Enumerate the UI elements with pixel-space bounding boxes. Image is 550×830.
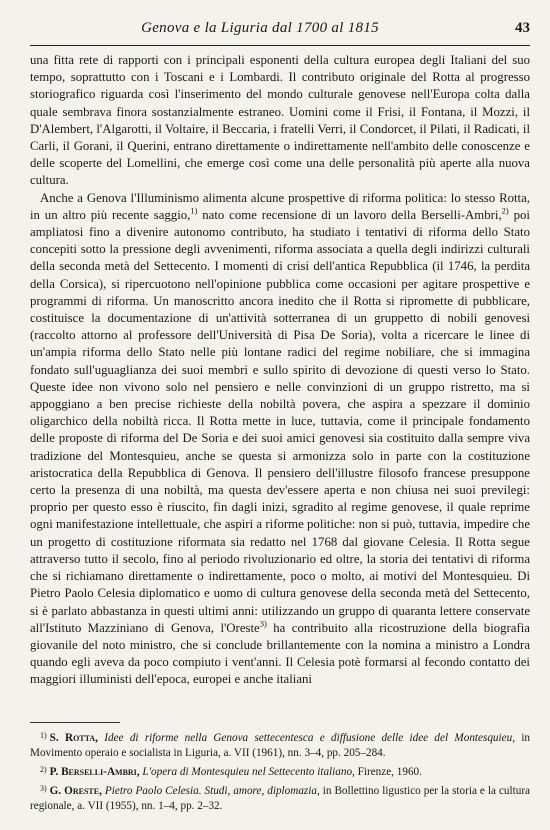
footnote-title: Idee di riforme nella Genova settecentesca e diffusione delle idee del Montesquieu, — [104, 732, 515, 744]
footnote-rule — [30, 722, 120, 723]
footnote-ref-2: 2) — [501, 205, 509, 216]
footnote-author: P. Berselli-Ambri, — [49, 766, 140, 778]
paragraph-2-part-a: Anche a Genova l'Illuminismo alimenta alcune prospettive di riforma politica: lo stesso Rotta, in un altro più recente saggio, — [30, 190, 530, 222]
footnote-ref-3: 3) — [259, 618, 267, 629]
footnote-number: 3) — [40, 784, 47, 793]
paragraph-2 — [30, 190, 530, 689]
paragraph-1: una fitta rete di rapporti con i principali esponenti della cultura europea degli Italiani del suo tempo, soprattutto con i Toscani e i Lombardi. Il contributo originale del Rotta al progresso storiografico riguarda così l'inserimento del mondo culturale genovese nell'Europa colta dalla quale sembrava finora sostanzialmente estraneo. Uomini come il Frisi, il Fontana, il Mozzi, il D'Alembert, l'Algarotti, il Voltaire, il Beccaria, i fratelli Verri, il Condorcet, il Pilati, il Radicati, il Carli, il Gorani, il Querini, entrano direttamente o indirettamente nell'ambito delle conoscenze e delle scoperte del Lomellini, che emerge così come una delle personalità più aperte alla nuova cultura. — [30, 53, 530, 188]
body-text — [30, 52, 530, 689]
paragraph-2-part-d: ha contribuito alla ricostruzione della biografia giovanile del noto ministro, che si conclude brillantemente con la nomina a ministro a Londra quando egli aveva da poco compiuto i vent'anni. Il Celesia potè formarsi al fecondo contatto dei maggiori illuministi dell'epoca, europei e anche italiani — [30, 620, 530, 687]
running-title: Genova e la Liguria dal 1700 al 1815 — [141, 20, 379, 36]
footnote-number: 2) — [40, 765, 47, 774]
footnote-title: L'opera di Montesquieu nel Settecento italiano, — [142, 766, 355, 778]
footnote-1 — [30, 728, 530, 761]
footnote-author: S. Rotta, — [49, 732, 98, 744]
footnote-citation: in Bollettino ligustico per la storia e la cultura regionale, a. VII (1955), nn. 1–4, pp. 2–32. — [30, 785, 531, 812]
footnote-citation: Firenze, 1960. — [357, 766, 422, 778]
header-rule — [30, 45, 530, 46]
paragraph-2-part-b: nato come recensione di un lavoro della Berselli-Ambri, — [197, 207, 502, 222]
footnote-author: G. Oreste, — [49, 785, 102, 797]
footnote-title: Pietro Paolo Celesia. Studi, amore, diplomazia, — [104, 785, 320, 797]
footnote-3 — [30, 781, 530, 814]
footnote-ref-1: 1) — [190, 205, 198, 216]
paragraph-2-part-c: poi ampliatosi fino a divenire autonomo contributo, ha studiato i tentativi di riforma dello Stato concepiti sotto la pressione degli avvenimenti, riforma associata a quella degli indirizzi culturali della seconda metà del Settecento. I momenti di crisi dell'antica Repubblica (il 1746, la perdita della Corsica), si ripercuotono nell'opinione pubblica come occasioni per agitare prospettive e programmi di riforma. Un manoscritto ancora inedito che il Rotta si ripromette di pubblicare, costituisce la documentazione di un'attività sotterranea di un gruppetto di nobili genovesi (raccolto attorno al professore dell'Università di Pisa De Soria), volta a ricercare le linee di un'ampia riforma dello Stato nelle più lontane radici del regime nobiliare, che si immagina fondato sull'uguaglianza dei suoi membri e sullo spirito di devozione di questi verso lo Stato. Queste idee non vivono solo nel pensiero e nelle convinzioni di un gruppo ristretto, ma si appoggiano a ben precise richieste della nobiltà povera, che aspira a spezzare il dominio oligarchico della nobiltà ricca. Il Rotta mette in luce, tuttavia, come il principale fondamento delle proposte di riforma del De Soria e dei suoi amici genovesi sia costituito dalla sempre viva tradizione del Montesquieu, anche se questa si armonizza solo in parte con la costituzione aristocratica della Repubblica di Genova. Il pensiero dell'illustre filosofo francese presuppone certo la presenza di una nobiltà, ma questa dev'essere aperta e non chiusa nei suoi previlegi: proprio per questo esso è riuscito, fin dagli inizi, sgradito al regime genovese, il quale reprime ogni manifestazione intellettuale, che aspiri a riforme politiche: non si può, tuttavia, impedire che un progetto di costituzione riformata sia redatto nel 1768 dal giovane Celesia. Il Rotta segue attraverso tutto il secolo, fino al periodo rivoluzionario ed oltre, la storia dei tentativi di riforma che si richiamano direttamente o indirettamente, poco o molto, ai motivi del Montesquieu. Di Pietro Paolo Celesia diplomatico e uomo di cultura genovese della seconda metà del Settecento, si è parlato abbastanza in questi ultimi anni: utilizzando un gruppo di quaranta lettere conservate all'Istituto Mazziniano di Genova, l'Oreste — [30, 207, 530, 635]
footnotes — [30, 728, 530, 815]
running-head — [30, 20, 530, 42]
page-number: 43 — [515, 20, 530, 36]
footnote-2 — [30, 762, 530, 780]
footnote-number: 1) — [40, 731, 47, 740]
footnote-citation: in Movimento operaio e socialista in Liguria, a. VII (1961), nn. 3–4, pp. 205–284. — [30, 732, 531, 759]
